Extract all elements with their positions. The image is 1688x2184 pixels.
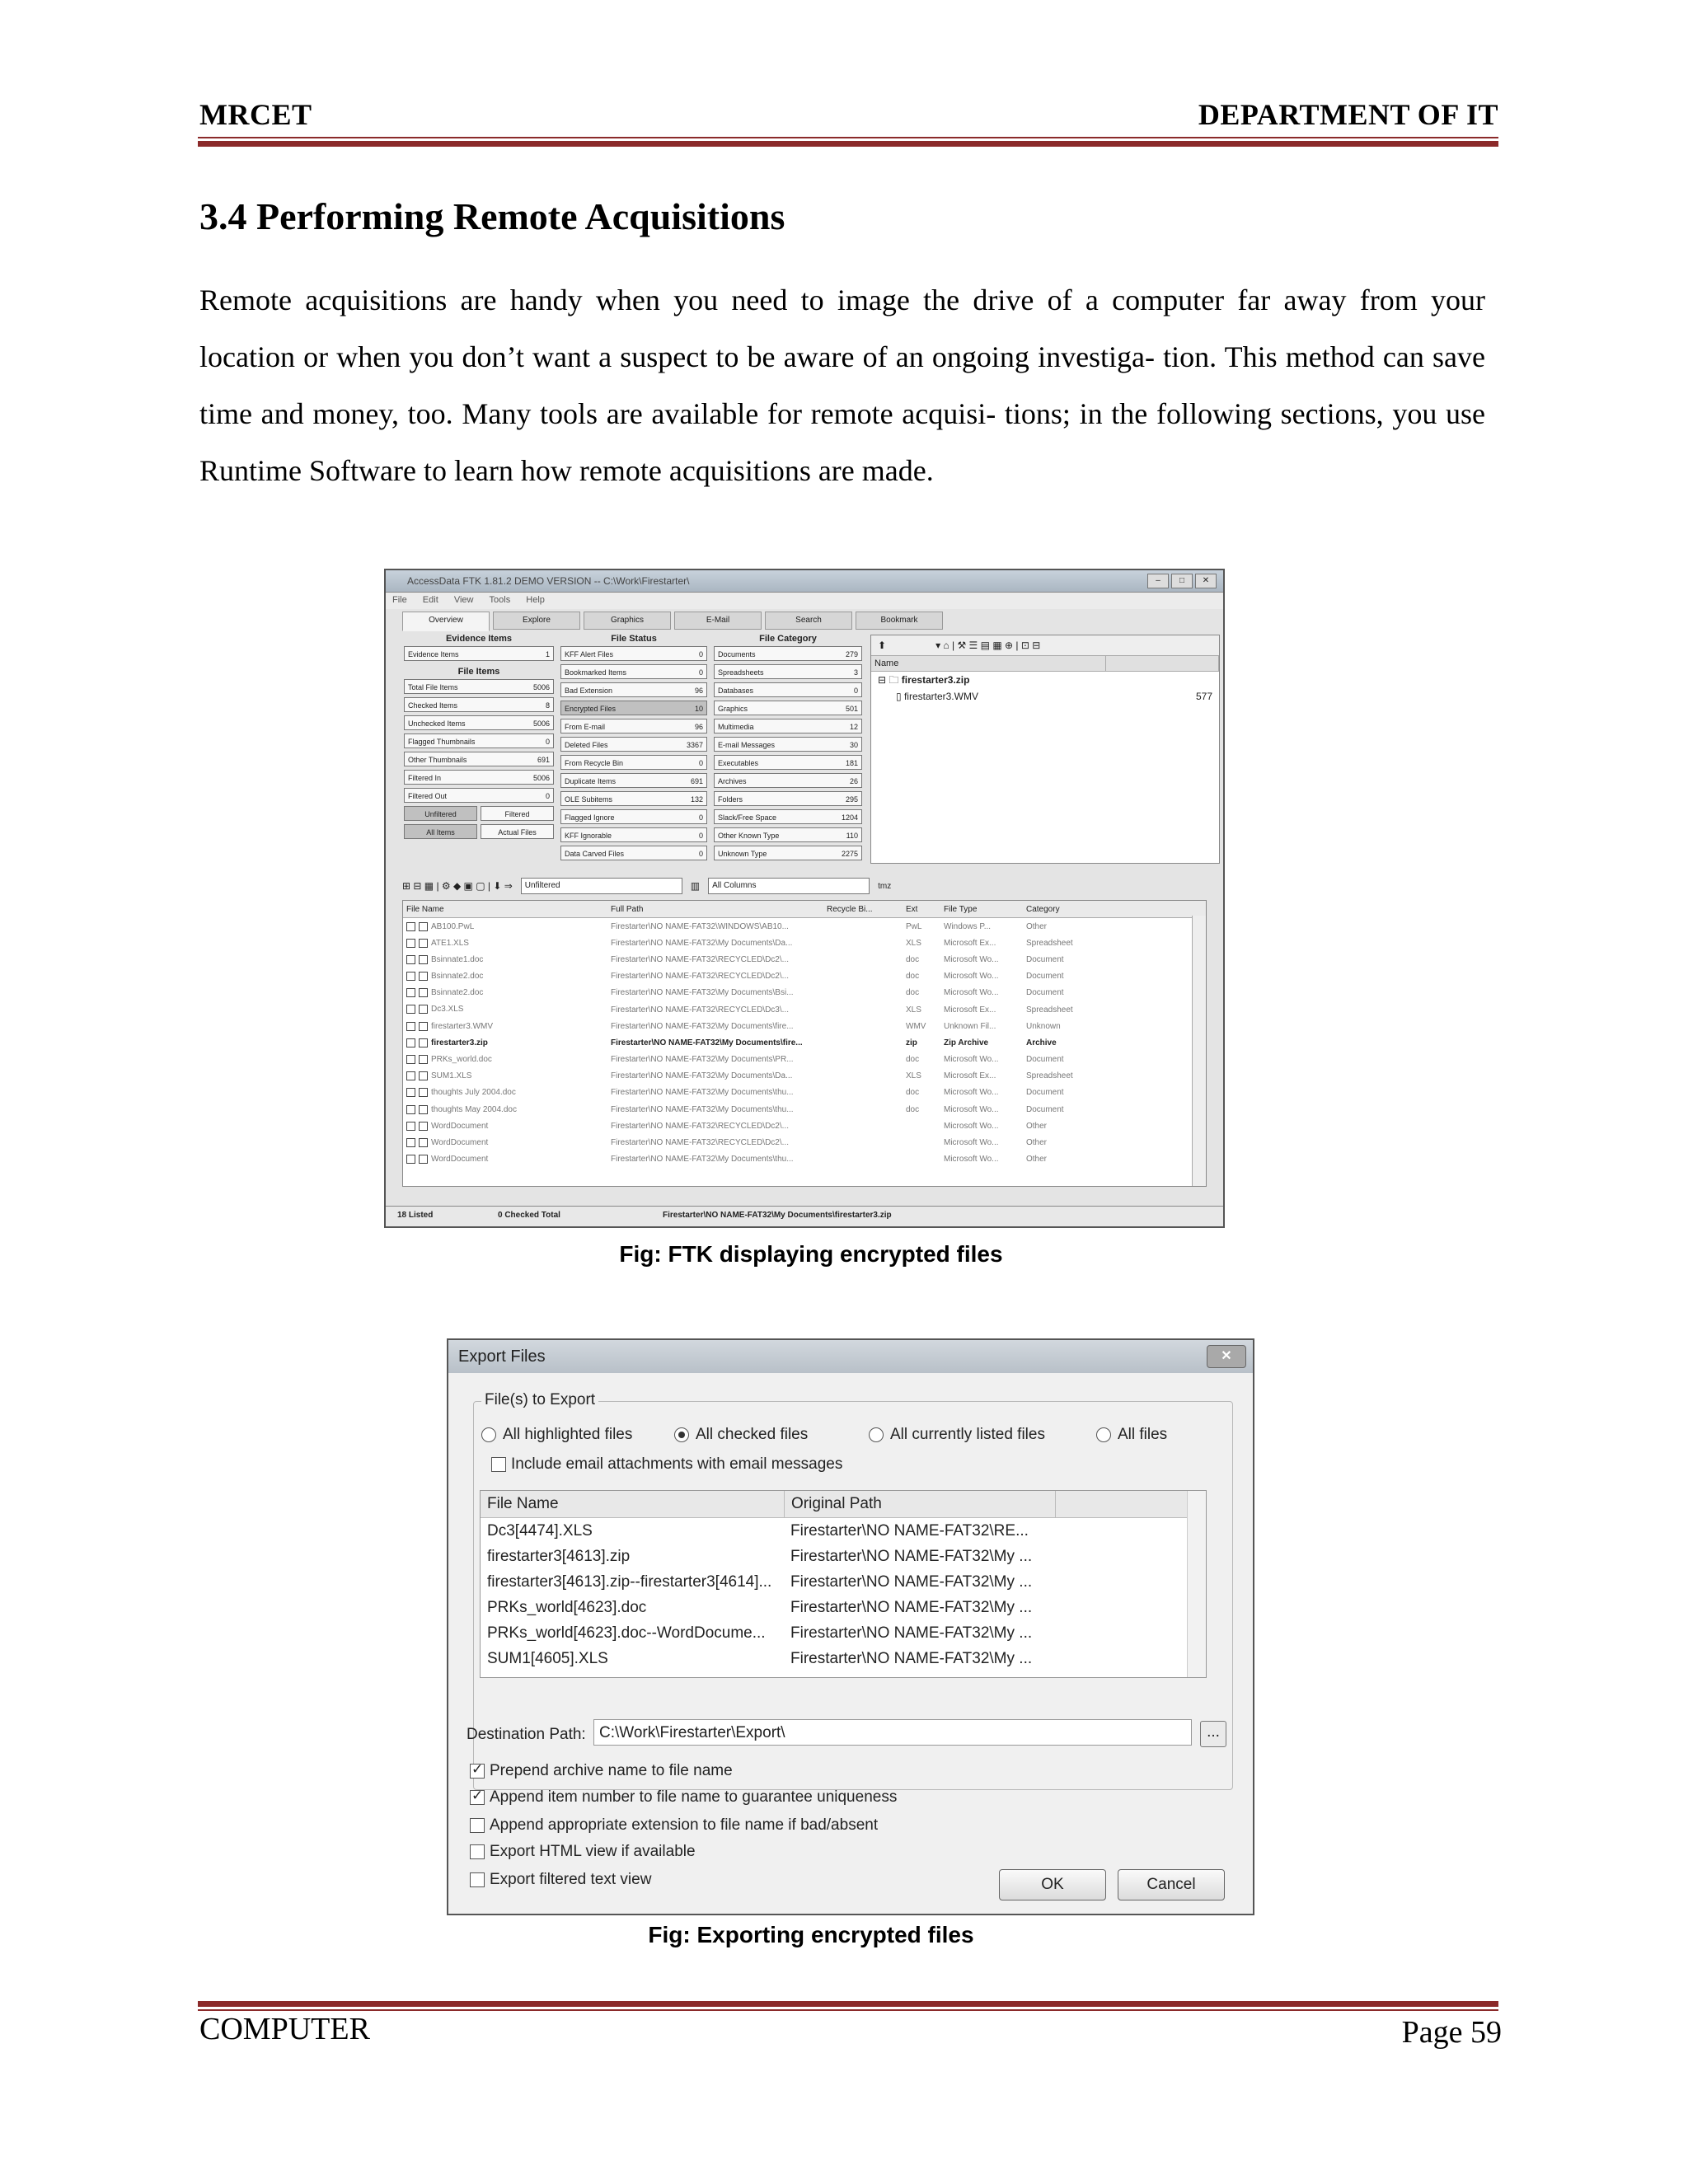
cell-file-name: Bsinnate2.doc	[403, 985, 607, 1001]
cell-file-type: Microsoft Wo...	[944, 1155, 999, 1165]
col-recycle-bin[interactable]: Recycle Bi...	[823, 901, 903, 918]
list-toolbar-icons[interactable]: ⊞ ⊟ ▦ | ⚙ ◆ ▣ ▢ | ⬇ ⇒	[402, 880, 513, 892]
ftk-tree-pane	[870, 635, 1220, 864]
file-icon	[419, 1055, 428, 1064]
cell-full-path: Firestarter\NO NAME-FAT32\My Documents\thu...	[611, 1155, 794, 1165]
cell-full-path: Firestarter\NO NAME-FAT32\My Documents\thu...	[611, 1088, 794, 1098]
footer-left: COMPUTER	[199, 2012, 370, 2046]
cell-recycle-bin	[823, 1134, 903, 1151]
menu-tools[interactable]: Tools	[489, 595, 511, 605]
cell-recycle-bin	[823, 935, 903, 951]
unfiltered-button[interactable]: Unfiltered	[404, 806, 477, 821]
file-icon: ▯	[896, 691, 902, 702]
cell-file-type: Zip Archive	[944, 1038, 989, 1047]
tab-explore[interactable]: Explore	[493, 612, 580, 630]
cell-file-name: firestarter3.WMV	[403, 1018, 607, 1034]
row-checkbox[interactable]	[406, 1005, 415, 1014]
menu-view[interactable]: View	[453, 595, 474, 605]
radio-all-highlighted[interactable]: All highlighted files	[481, 1426, 632, 1444]
cell-ext: doc	[906, 1055, 920, 1065]
table-row[interactable]	[403, 985, 1206, 1001]
col-file-type[interactable]: File Type	[940, 901, 1023, 918]
figure1-caption: Fig: FTK displaying encrypted files	[619, 1241, 1003, 1267]
cell-category: Document	[1026, 1055, 1064, 1065]
row-checkbox[interactable]	[406, 1038, 415, 1047]
table-row[interactable]	[403, 1101, 1206, 1118]
cell-recycle-bin	[823, 1118, 903, 1134]
section-body	[199, 272, 1485, 499]
cell-file-name: ATE1.XLS	[403, 935, 607, 951]
export-table-header	[481, 1491, 1206, 1518]
cell-ext: WMV	[906, 1021, 926, 1031]
header-right: DEPARTMENT OF IT	[1198, 98, 1498, 131]
cell-category: Document	[1026, 1088, 1064, 1098]
file-status-button[interactable]: Data Carved Files 0	[560, 846, 707, 860]
cell-file-name: SUM1[4605].XLS	[487, 1650, 608, 1667]
status-listed: 18 Listed	[397, 1211, 434, 1220]
checkbox-box-checked	[470, 1764, 485, 1779]
ftk-tabs	[402, 612, 943, 631]
close-icon[interactable]: ✕	[1207, 1345, 1246, 1368]
table-row[interactable]	[481, 1569, 1206, 1595]
col-category[interactable]: Category	[1023, 901, 1206, 918]
cell-recycle-bin	[823, 1052, 903, 1068]
up-folder-icon[interactable]: ⬆	[878, 640, 887, 651]
file-category-button[interactable]: Slack/Free Space 1204	[714, 809, 862, 824]
cell-file-name: SUM1.XLS	[403, 1068, 607, 1085]
files-to-export-label: File(s) to Export	[481, 1391, 598, 1409]
destination-path-label: Destination Path:	[467, 1726, 586, 1743]
cell-file-name: WordDocument	[403, 1118, 607, 1134]
evidence-item-button[interactable]: Total File Items 5006	[404, 679, 554, 694]
file-status-button[interactable]: Flagged Ignore 0	[560, 809, 707, 824]
cell-original-path: Firestarter\NO NAME-FAT32\My ...	[790, 1548, 1033, 1565]
status-path: Firestarter\NO NAME-FAT32\My Documents\firestarter3.zip	[663, 1211, 892, 1220]
file-status-heading: File Status	[611, 634, 657, 644]
file-status-button[interactable]: KFF Alert Files 0	[560, 646, 707, 661]
file-icon	[419, 1071, 428, 1080]
col-file-name[interactable]: File Name	[481, 1491, 785, 1517]
cell-file-name: PRKs_world[4623].doc	[487, 1599, 647, 1616]
checkbox-box-checked	[470, 1790, 485, 1805]
file-category-button[interactable]: Archives 26	[714, 773, 862, 788]
file-list-body	[403, 918, 1206, 1168]
cell-file-name: Dc3[4474].XLS	[487, 1522, 593, 1540]
evidence-item-button[interactable]: Unchecked Items 5006	[404, 715, 554, 730]
cell-file-type: Microsoft Wo...	[944, 1088, 999, 1098]
cell-category: Spreadsheet	[1026, 1071, 1073, 1081]
destination-path-input[interactable]: C:\Work\Firestarter\Export\	[593, 1719, 1192, 1746]
file-icon	[419, 972, 428, 981]
file-status-button[interactable]: From E-mail 96	[560, 719, 707, 733]
checkbox-box	[470, 1818, 485, 1833]
cell-full-path: Firestarter\NO NAME-FAT32\My Documents\Da...	[611, 938, 793, 948]
radio-dot	[869, 1427, 884, 1442]
cell-recycle-bin	[823, 1034, 903, 1051]
table-row[interactable]	[403, 1018, 1206, 1034]
file-category-button[interactable]: Databases 0	[714, 682, 862, 697]
filter-combo[interactable]: Unfiltered	[521, 878, 682, 894]
file-items-heading: File Items	[457, 667, 500, 677]
cell-file-type: Microsoft Ex...	[944, 938, 996, 948]
tree-toolbar	[871, 635, 1219, 656]
cell-category: Document	[1026, 954, 1064, 964]
ftk-screenshot	[384, 569, 1225, 1228]
table-row[interactable]	[403, 1068, 1206, 1085]
table-row[interactable]	[481, 1544, 1206, 1569]
cell-category: Other	[1026, 921, 1048, 931]
row-checkbox[interactable]	[406, 1088, 415, 1097]
file-icon	[419, 1038, 428, 1047]
cell-ext: XLS	[906, 938, 921, 948]
cell-file-name: PRKs_world.doc	[403, 1052, 607, 1068]
cell-original-path: Firestarter\NO NAME-FAT32\My ...	[790, 1624, 1033, 1642]
file-icon	[419, 988, 428, 997]
cell-recycle-bin	[823, 1001, 903, 1018]
file-list	[402, 900, 1207, 1187]
menu-edit[interactable]: Edit	[422, 595, 438, 605]
row-checkbox[interactable]	[406, 939, 415, 948]
file-icon	[419, 1138, 428, 1147]
evidence-item-button[interactable]: Filtered In 5006	[404, 770, 554, 785]
list-toolbar-extra: tmz	[878, 881, 892, 891]
file-category-button[interactable]: Spreadsheets 3	[714, 664, 862, 679]
option-prepend-archive[interactable]: ✓Prepend archive name to file name	[470, 1762, 733, 1780]
tree-node-zip[interactable]: ⊟ 🗀 firestarter3.zip	[878, 674, 970, 686]
file-status-button[interactable]: Deleted Files 3367	[560, 737, 707, 752]
body-paragraph: Remote acquisitions are handy when you need to image the drive of a computer far away from your location or when you don’t want a suspect to be aware of an ongoing investiga- tion. This method can save time and money, too. Many tools are available for remote acquisi- tions; in the following sections, you use Runtime Software to learn how remote acquisitions are made.	[199, 284, 1485, 487]
file-status-button[interactable]: Bookmarked Items 0	[560, 664, 707, 679]
row-checkbox[interactable]	[406, 972, 415, 981]
cell-file-type: Microsoft Ex...	[944, 1005, 996, 1015]
cell-file-name: firestarter3.zip	[403, 1034, 607, 1051]
cell-category: Document	[1026, 988, 1064, 998]
cell-file-name: PRKs_world[4623].doc--WordDocume...	[487, 1624, 766, 1642]
col-full-path[interactable]: Full Path	[607, 901, 823, 918]
table-row[interactable]	[403, 1085, 1206, 1101]
cell-full-path: Firestarter\NO NAME-FAT32\My Documents\PR...	[611, 1055, 794, 1065]
checkbox-box	[491, 1457, 506, 1472]
table-row[interactable]	[403, 1118, 1206, 1134]
file-icon	[419, 1122, 428, 1131]
evidence-items-heading: Evidence Items	[445, 634, 513, 644]
filtered-button[interactable]: Filtered	[481, 806, 554, 821]
table-row[interactable]	[481, 1620, 1206, 1646]
file-status-button[interactable]: KFF Ignorable 0	[560, 827, 707, 842]
file-status-column	[560, 631, 707, 864]
table-row[interactable]	[481, 1646, 1206, 1671]
option-export-filtered-text[interactable]: Export filtered text view	[470, 1871, 651, 1889]
tree-node-wmv[interactable]: ▯ firestarter3.WMV 577	[896, 691, 1212, 702]
file-icon	[419, 1088, 428, 1097]
cell-recycle-bin	[823, 985, 903, 1001]
cell-recycle-bin	[823, 968, 903, 985]
ftk-window-controls	[1147, 574, 1217, 588]
table-row[interactable]	[403, 1151, 1206, 1168]
export-dialog-title: Export Files	[458, 1347, 546, 1366]
tree-name-column[interactable]: Name	[871, 656, 1106, 671]
cell-file-type: Microsoft Wo...	[944, 1138, 999, 1148]
cell-file-type: Unknown Fil...	[944, 1021, 996, 1031]
file-icon	[419, 939, 428, 948]
cell-ext: zip	[906, 1038, 917, 1047]
row-checkbox[interactable]	[406, 1055, 415, 1064]
file-status-button[interactable]: Encrypted Files 10	[560, 701, 707, 715]
export-files-dialog	[447, 1338, 1254, 1915]
cell-full-path: Firestarter\NO NAME-FAT32\My Documents\thu...	[611, 1104, 794, 1114]
table-row[interactable]	[481, 1595, 1206, 1620]
include-attachments-checkbox[interactable]: Include email attachments with email messages	[491, 1455, 842, 1474]
cell-full-path: Firestarter\NO NAME-FAT32\WINDOWS\AB10...	[611, 921, 789, 931]
ftk-window-title: AccessData FTK 1.81.2 DEMO VERSION -- C:\Work\Firestarter\	[407, 575, 690, 587]
cell-file-name: firestarter3[4613].zip--firestarter3[4614]...	[487, 1573, 772, 1591]
cell-full-path: Firestarter\NO NAME-FAT32\My Documents\Bsi...	[611, 988, 794, 998]
cell-file-type: Windows P...	[944, 921, 992, 931]
cell-ext: doc	[906, 1088, 920, 1098]
cell-file-type: Microsoft Wo...	[944, 988, 999, 998]
ftk-menubar	[386, 593, 1223, 609]
filter-buttons-row-2	[404, 824, 554, 842]
minimize-icon[interactable]: –	[1147, 574, 1169, 588]
cell-file-name: WordDocument	[403, 1151, 607, 1168]
close-icon[interactable]: ✕	[1195, 574, 1217, 588]
file-category-button[interactable]: Graphics 501	[714, 701, 862, 715]
page-number: Page 59	[1401, 2015, 1502, 2050]
cell-category: Unknown	[1026, 1021, 1061, 1031]
cell-full-path: Firestarter\NO NAME-FAT32\RECYCLED\Dc2\...	[611, 1121, 789, 1131]
tab-email[interactable]: E-Mail	[674, 612, 762, 630]
tab-overview[interactable]: Overview	[402, 612, 490, 631]
cell-ext	[903, 1134, 940, 1151]
cell-file-name: Bsinnate1.doc	[403, 951, 607, 968]
row-checkbox[interactable]	[406, 1071, 415, 1080]
cell-ext: doc	[906, 988, 920, 998]
cell-file-type: Microsoft Wo...	[944, 1055, 999, 1065]
cell-full-path: Firestarter\NO NAME-FAT32\RECYCLED\Dc2\...	[611, 954, 789, 964]
status-checked: 0 Checked Total	[498, 1211, 560, 1220]
cell-file-name: Bsinnate2.doc	[403, 968, 607, 985]
file-status-button[interactable]: From Recycle Bin 0	[560, 755, 707, 770]
actual-files-button[interactable]: Actual Files	[481, 824, 554, 839]
header-rule-thin	[198, 137, 1498, 138]
evidence-item-button[interactable]: Evidence Items 1	[404, 646, 554, 661]
radio-all-listed[interactable]: All currently listed files	[869, 1426, 1045, 1444]
file-category-button[interactable]: Folders 295	[714, 791, 862, 806]
cell-full-path: Firestarter\NO NAME-FAT32\My Documents\fire...	[611, 1038, 803, 1047]
cell-ext: doc	[906, 954, 920, 964]
radio-dot	[481, 1427, 496, 1442]
cell-file-name: Dc3.XLS	[403, 1001, 607, 1018]
file-icon	[419, 1005, 428, 1014]
file-icon	[419, 1105, 428, 1114]
table-row[interactable]	[403, 951, 1206, 968]
cell-full-path: Firestarter\NO NAME-FAT32\RECYCLED\Dc2\...	[611, 1138, 789, 1148]
export-file-table	[480, 1490, 1207, 1678]
cell-category: Archive	[1026, 1038, 1057, 1047]
export-table-body	[481, 1518, 1206, 1671]
evidence-items-column	[404, 631, 554, 842]
browse-button[interactable]: ...	[1200, 1721, 1226, 1747]
ok-button[interactable]: OK	[999, 1869, 1106, 1900]
cell-recycle-bin	[823, 1068, 903, 1085]
option-append-item-number[interactable]: ✓Append item number to file name to guarantee uniqueness	[470, 1788, 897, 1807]
file-list-toolbar	[402, 875, 1210, 897]
file-list-scrollbar[interactable]	[1192, 916, 1206, 1186]
cell-full-path: Firestarter\NO NAME-FAT32\My Documents\fire...	[611, 1021, 794, 1031]
cell-recycle-bin	[823, 1151, 903, 1168]
zip-folder-icon: 🗀	[889, 674, 899, 686]
columns-icon[interactable]: ▥	[690, 880, 701, 892]
cell-ext: PwL	[906, 921, 922, 931]
file-icon	[419, 922, 428, 931]
file-category-button[interactable]: Other Known Type 110	[714, 827, 862, 842]
table-row[interactable]	[403, 968, 1206, 985]
tab-graphics[interactable]: Graphics	[584, 612, 671, 630]
option-export-html[interactable]: Export HTML view if available	[470, 1843, 696, 1861]
cell-recycle-bin	[823, 1018, 903, 1034]
cell-file-name: thoughts July 2004.doc	[403, 1085, 607, 1101]
toolbar-tools-icon[interactable]: ▾ ⌂ | ⚒ ☰ ▤ ▦ ⊕ | ⊡ ⊟	[935, 640, 1041, 651]
all-items-button[interactable]: All Items	[404, 824, 477, 839]
file-category-button[interactable]: Documents 279	[714, 646, 862, 661]
file-icon	[419, 1155, 428, 1164]
radio-all-checked[interactable]: All checked files	[674, 1426, 808, 1444]
section-title: 3.4 Performing Remote Acquisitions	[199, 195, 785, 237]
file-category-heading: File Category	[759, 634, 817, 644]
cell-file-type: Microsoft Ex...	[944, 1071, 996, 1081]
row-checkbox[interactable]	[406, 922, 415, 931]
cell-ext	[903, 1151, 940, 1168]
file-category-button[interactable]: Multimedia 12	[714, 719, 862, 733]
cell-category: Other	[1026, 1155, 1048, 1165]
row-checkbox[interactable]	[406, 1138, 415, 1147]
col-original-path[interactable]: Original Path	[785, 1491, 1056, 1517]
file-status-button[interactable]: Duplicate Items 691	[560, 773, 707, 788]
file-category-button[interactable]: Executables 181	[714, 755, 862, 770]
export-table-scrollbar[interactable]	[1187, 1491, 1206, 1677]
tree-header	[871, 656, 1219, 672]
footer-rule-thin	[198, 2009, 1498, 2011]
filter-buttons-row-1	[404, 806, 554, 824]
file-category-button[interactable]: E-mail Messages 30	[714, 737, 862, 752]
cell-recycle-bin	[823, 1085, 903, 1101]
file-status-button[interactable]: OLE Subitems 132	[560, 791, 707, 806]
cell-ext: doc	[906, 972, 920, 982]
figure2-caption: Fig: Exporting encrypted files	[648, 1922, 974, 1947]
columns-combo[interactable]: All Columns	[708, 878, 870, 894]
checkbox-box	[470, 1872, 485, 1887]
file-icon	[419, 1022, 428, 1031]
radio-dot-selected	[674, 1427, 689, 1442]
file-status-button[interactable]: Bad Extension 96	[560, 682, 707, 697]
file-icon	[419, 955, 428, 964]
radio-all-files[interactable]: All files	[1096, 1426, 1167, 1444]
cell-original-path: Firestarter\NO NAME-FAT32\My ...	[790, 1650, 1033, 1667]
table-row[interactable]	[403, 1034, 1206, 1051]
tab-search[interactable]: Search	[765, 612, 852, 630]
header-left: MRCET	[199, 98, 312, 131]
cell-original-path: Firestarter\NO NAME-FAT32\My ...	[790, 1599, 1033, 1616]
export-titlebar	[448, 1340, 1253, 1373]
row-checkbox[interactable]	[406, 1022, 415, 1031]
cell-ext: XLS	[906, 1005, 921, 1015]
cell-category: Document	[1026, 972, 1064, 982]
row-checkbox[interactable]	[406, 988, 415, 997]
ftk-titlebar	[386, 570, 1223, 593]
menu-help[interactable]: Help	[526, 595, 545, 605]
cell-category: Other	[1026, 1138, 1048, 1148]
row-checkbox[interactable]	[406, 1105, 415, 1114]
checkbox-box	[470, 1844, 485, 1859]
evidence-item-button[interactable]: Checked Items 8	[404, 697, 554, 712]
cell-full-path: Firestarter\NO NAME-FAT32\My Documents\Da...	[611, 1071, 793, 1081]
row-checkbox[interactable]	[406, 1155, 415, 1164]
file-category-column	[714, 631, 862, 864]
evidence-item-button[interactable]: Filtered Out 0	[404, 788, 554, 803]
menu-file[interactable]: File	[392, 595, 407, 605]
option-append-extension[interactable]: Append appropriate extension to file name if bad/absent	[470, 1816, 878, 1835]
tab-bookmark[interactable]: Bookmark	[856, 612, 943, 630]
cell-recycle-bin	[823, 918, 903, 935]
cell-full-path: Firestarter\NO NAME-FAT32\RECYCLED\Dc2\...	[611, 972, 789, 982]
cell-ext: XLS	[906, 1071, 921, 1081]
table-row[interactable]	[403, 918, 1206, 935]
ftk-statusbar	[386, 1206, 1223, 1226]
header-rule-thick	[198, 141, 1498, 147]
cell-category: Spreadsheet	[1026, 938, 1073, 948]
footer-rule-thick	[198, 2001, 1498, 2007]
tree-size-column[interactable]	[1106, 656, 1219, 671]
cell-file-name: thoughts May 2004.doc	[403, 1101, 607, 1118]
cell-original-path: Firestarter\NO NAME-FAT32\My ...	[790, 1573, 1033, 1591]
file-list-table	[403, 901, 1206, 1168]
cell-full-path: Firestarter\NO NAME-FAT32\RECYCLED\Dc3\...	[611, 1005, 789, 1015]
cell-recycle-bin	[823, 951, 903, 968]
cancel-button[interactable]: Cancel	[1118, 1869, 1225, 1900]
row-checkbox[interactable]	[406, 1122, 415, 1131]
evidence-item-button[interactable]: Other Thumbnails 691	[404, 752, 554, 766]
file-category-button[interactable]: Unknown Type 2275	[714, 846, 862, 860]
cell-file-type: Microsoft Wo...	[944, 972, 999, 982]
file-list-header	[403, 901, 1206, 918]
cell-file-name: firestarter3[4613].zip	[487, 1548, 631, 1565]
col-file-name[interactable]: File Name	[403, 901, 607, 918]
cell-ext	[903, 1118, 940, 1134]
table-row[interactable]	[403, 1052, 1206, 1068]
col-ext[interactable]: Ext	[903, 901, 940, 918]
cell-ext: doc	[906, 1104, 920, 1114]
cell-file-type: Microsoft Wo...	[944, 1104, 999, 1114]
evidence-item-button[interactable]: Flagged Thumbnails 0	[404, 733, 554, 748]
cell-recycle-bin	[823, 1101, 903, 1118]
table-row[interactable]	[403, 1001, 1206, 1018]
cell-category: Spreadsheet	[1026, 1005, 1073, 1015]
table-row[interactable]	[403, 1134, 1206, 1151]
row-checkbox[interactable]	[406, 955, 415, 964]
table-row[interactable]	[403, 935, 1206, 951]
radio-dot	[1096, 1427, 1111, 1442]
cell-file-name: AB100.PwL	[403, 918, 607, 935]
cell-file-name: WordDocument	[403, 1134, 607, 1151]
table-row[interactable]	[481, 1518, 1206, 1544]
maximize-icon[interactable]: □	[1171, 574, 1193, 588]
cell-category: Document	[1026, 1104, 1064, 1114]
cell-original-path: Firestarter\NO NAME-FAT32\RE...	[790, 1522, 1029, 1540]
cell-file-type: Microsoft Wo...	[944, 954, 999, 964]
cell-file-type: Microsoft Wo...	[944, 1121, 999, 1131]
cell-category: Other	[1026, 1121, 1048, 1131]
